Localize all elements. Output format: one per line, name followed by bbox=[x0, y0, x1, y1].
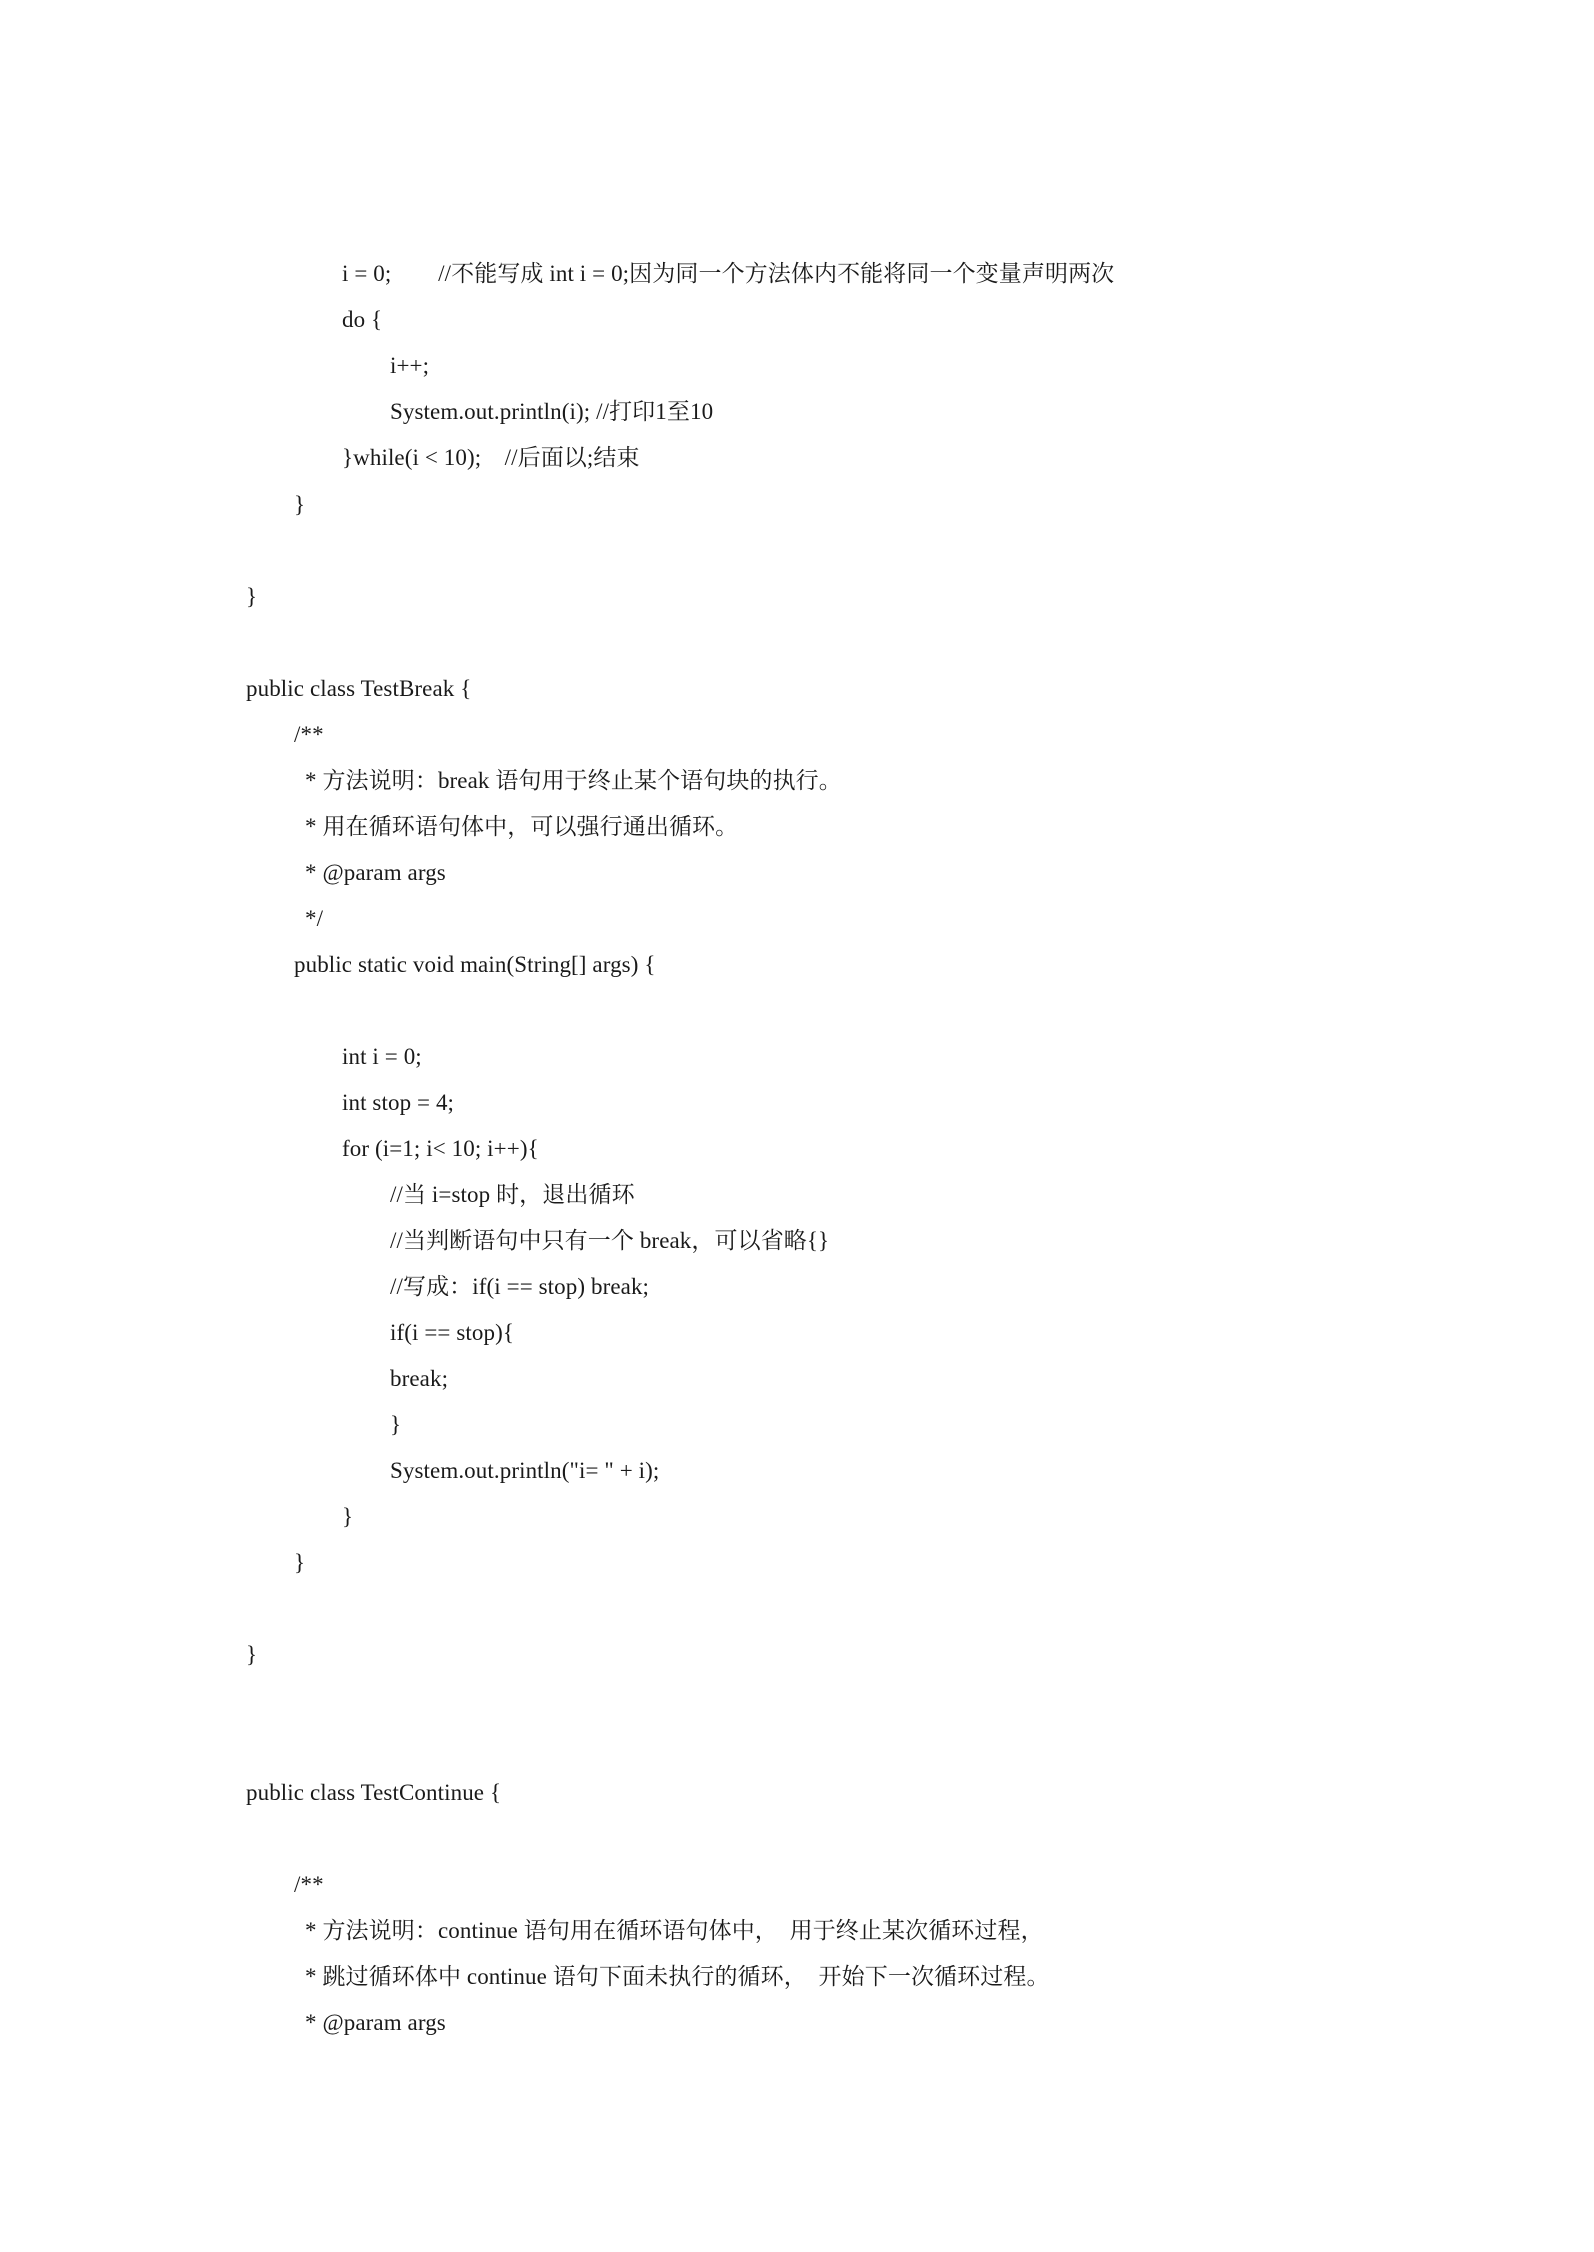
code-line: } bbox=[246, 1642, 258, 1667]
code-line: } bbox=[294, 492, 306, 517]
code-line: * 方法说明：continue 语句用在循环语句体中， 用于终止某次循环过程， bbox=[305, 1918, 1044, 1943]
code-line: public class TestBreak { bbox=[246, 676, 472, 701]
code-line: //当判断语句中只有一个 break，可以省略{} bbox=[390, 1228, 830, 1253]
code-line: /** bbox=[294, 1872, 324, 1897]
code-line: System.out.println("i= " + i); bbox=[390, 1458, 660, 1483]
code-line: if(i == stop){ bbox=[390, 1320, 514, 1345]
code-line: * 跳过循环体中 continue 语句下面未执行的循环， 开始下一次循环过程。 bbox=[305, 1964, 1050, 1989]
code-line: break; bbox=[390, 1366, 449, 1391]
code-line: */ bbox=[305, 906, 324, 931]
code-line: }while(i < 10); //后面以;结束 bbox=[342, 445, 640, 470]
code-line: * @param args bbox=[305, 860, 446, 885]
code-line: //当 i=stop 时，退出循环 bbox=[390, 1182, 635, 1207]
code-line: int stop = 4; bbox=[342, 1090, 455, 1115]
code-line: i = 0; //不能写成 int i = 0;因为同一个方法体内不能将同一个变量声明两次 bbox=[342, 261, 1115, 286]
code-line: } bbox=[390, 1412, 402, 1437]
code-line: int i = 0; bbox=[342, 1044, 422, 1069]
code-line: } bbox=[294, 1550, 306, 1575]
code-line: public class TestContinue { bbox=[246, 1780, 502, 1805]
code-line: } bbox=[342, 1504, 354, 1529]
code-line: /** bbox=[294, 722, 324, 747]
code-line: * 方法说明：break 语句用于终止某个语句块的执行。 bbox=[305, 768, 842, 793]
code-line: i++; bbox=[390, 353, 430, 378]
code-line: * 用在循环语句体中，可以强行通出循环。 bbox=[305, 814, 739, 839]
code-line: //写成：if(i == stop) break; bbox=[390, 1274, 650, 1299]
code-line: * @param args bbox=[305, 2010, 446, 2035]
code-line: } bbox=[246, 584, 258, 609]
code-line: do { bbox=[342, 307, 383, 332]
code-line: public static void main(String[] args) { bbox=[294, 952, 656, 977]
code-line: System.out.println(i); //打印1至10 bbox=[390, 399, 714, 424]
code-line: for (i=1; i< 10; i++){ bbox=[342, 1136, 539, 1161]
